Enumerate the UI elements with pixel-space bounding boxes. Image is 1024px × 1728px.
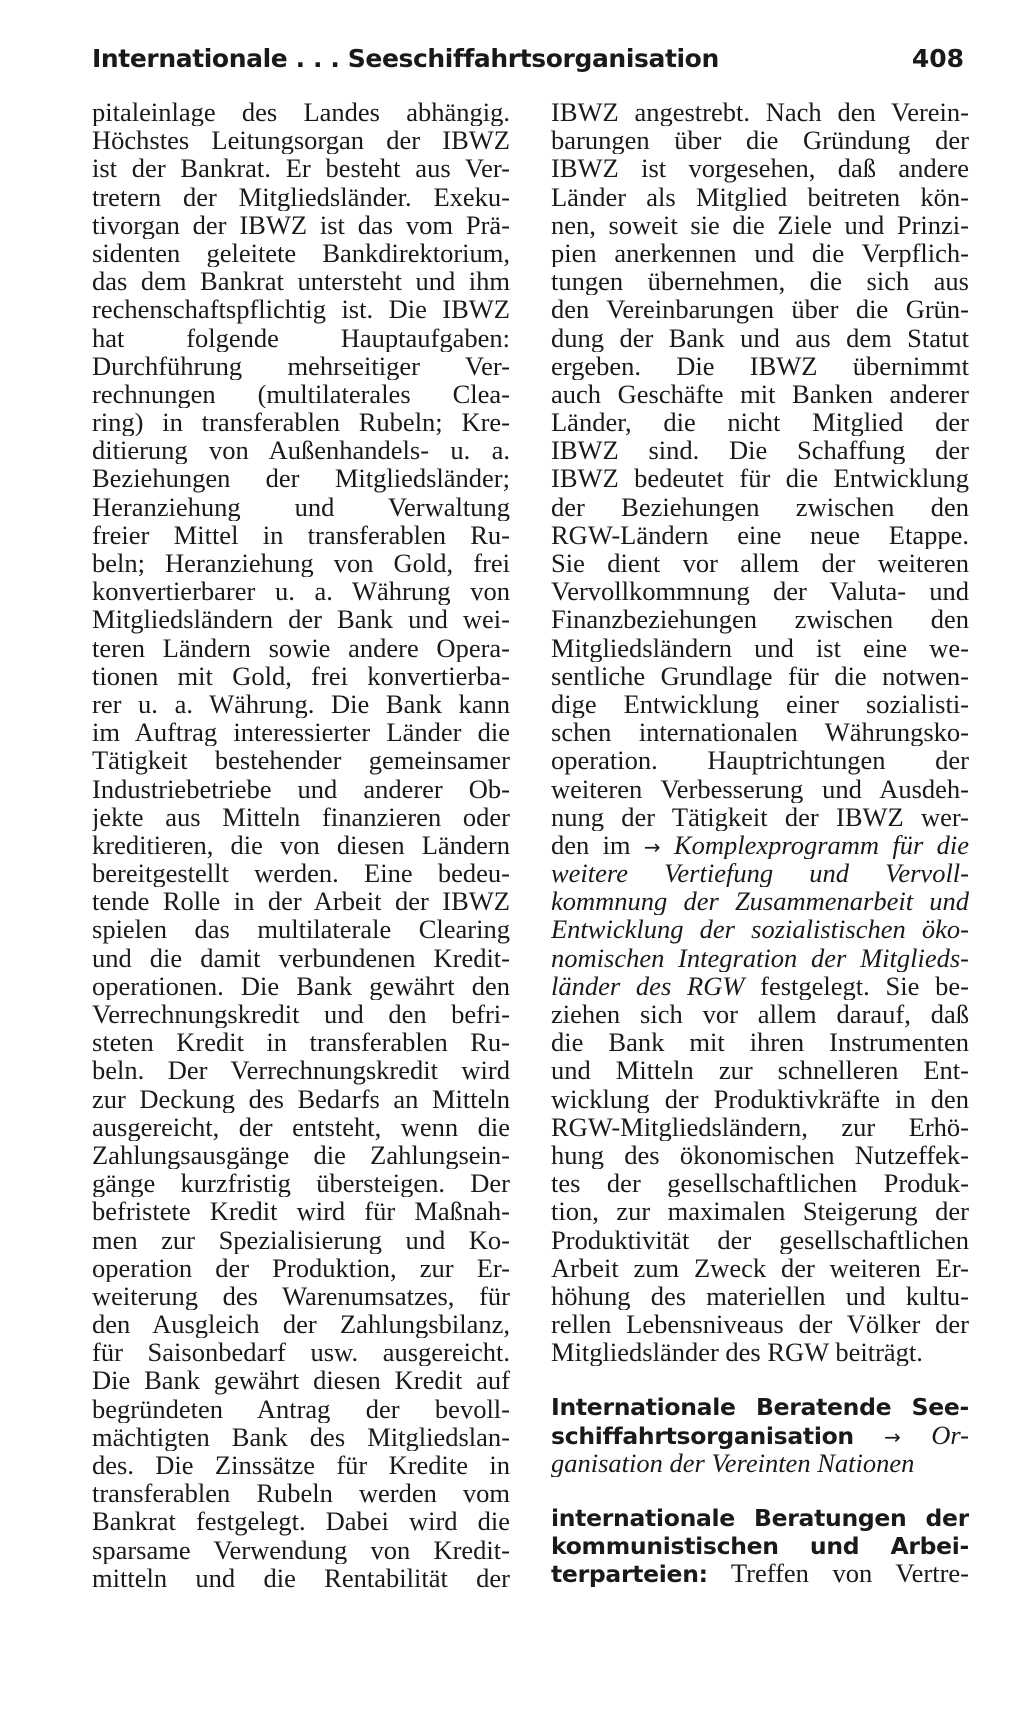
text-line: tende Rolle in der Arbeit der IBWZ — [92, 887, 510, 916]
right-column-body — [551, 98, 969, 831]
text-line: tretern der Mitgliedsländer. Exeku- — [92, 182, 510, 211]
text-line: Länder, die nicht Mitglied der — [551, 408, 969, 437]
text-line: Mitgliedsländern und ist eine we- — [551, 633, 969, 662]
text-line: rer u. a. Währung. Die Bank kann — [92, 689, 510, 719]
text-line: jekte aus Mitteln finanzieren oder — [92, 802, 510, 831]
entry-internationale-beratungen — [551, 1503, 969, 1588]
text-line: IBWZ bedeutet für die Entwicklung — [551, 464, 969, 493]
text-line: ausgereicht, der entsteht, wenn die — [92, 1112, 510, 1141]
entry-headword: Internationale Beratende See- — [551, 1393, 969, 1421]
text-line: die Bank mit ihren Instrumenten — [551, 1028, 969, 1057]
text-line: Durchführung mehrseitiger Ver- — [92, 351, 510, 380]
text-line: rechenschaftspflichtig ist. Die IBWZ — [92, 295, 510, 324]
text-line: weiteren Verbesserung und Ausdeh- — [551, 774, 969, 803]
text-line: IBWZ sind. Die Schaffung der — [551, 436, 969, 465]
text-line: Die Bank gewährt diesen Kredit auf — [92, 1366, 510, 1395]
text-line: des. Die Zinssätze für Kredite in — [92, 1451, 510, 1480]
running-head-title: Internationale . . . Seeschiffahrtsorganisation — [92, 44, 719, 73]
text-line: Länder als Mitglied beitreten kön- — [551, 182, 969, 211]
text-line: befristete Kredit wird für Maßnah- — [92, 1197, 510, 1226]
text-line: für Saisonbedarf usw. ausgereicht. — [92, 1338, 510, 1367]
text-line: men zur Spezialisierung und Ko- — [92, 1225, 510, 1254]
text-line: tion, zur maximalen Steigerung der — [551, 1197, 969, 1226]
entry-text: Treffen von Vertre- — [730, 1559, 969, 1588]
text-line: spielen das multilaterale Clearing — [92, 915, 510, 944]
text-line: nung der Tätigkeit der IBWZ wer- — [551, 802, 969, 831]
text-line: gänge kurzfristig übersteigen. Der — [92, 1169, 510, 1198]
text-line: bereitgestellt werden. Eine bedeu- — [92, 859, 510, 888]
text-line: sidenten geleitete Bankdirektorium, — [92, 238, 510, 268]
text-line: kreditieren, die von diesen Ländern — [92, 830, 510, 860]
entry-headword-line — [551, 1421, 969, 1449]
entry-headword-line — [551, 1503, 969, 1531]
text-line: ziehen sich vor allem darauf, daß — [551, 1000, 969, 1029]
entry-headword: kommunistischen und Arbei- — [551, 1532, 969, 1560]
text-line-prefix: den im — [551, 830, 631, 860]
text-line: Industriebetriebe und anderer Ob- — [92, 774, 510, 803]
text-line: ergeben. Die IBWZ übernimmt — [551, 351, 969, 380]
right-column-body-end — [551, 1000, 969, 1366]
text-line: ring) in transferablen Rubeln; Kre- — [92, 408, 510, 437]
text-line: beln; Heranziehung von Gold, frei — [92, 549, 510, 578]
text-line-rest: festgelegt. Sie be- — [760, 971, 969, 1000]
text-line: und die damit verbundenen Kredit- — [92, 943, 510, 972]
text-line: den Ausgleich der Zahlungsbilanz, — [92, 1310, 510, 1339]
text-line: beln. Der Verrechnungskredit wird — [92, 1056, 510, 1085]
text-line: Zahlungsausgänge die Zahlungsein- — [92, 1140, 510, 1170]
text-line: im Auftrag interessierter Länder die — [92, 718, 510, 747]
text-line: Mitgliedsländer des RGW beiträgt. — [551, 1338, 923, 1367]
text-line — [551, 972, 969, 1000]
text-line: IBWZ angestrebt. Nach den Verein- — [551, 98, 969, 127]
text-line: auch Geschäfte mit Banken anderer — [551, 379, 969, 409]
text-line: Mitgliedsländern der Bank und wei- — [92, 605, 510, 634]
text-line: Bankrat festgelegt. Dabei wird die — [92, 1507, 510, 1536]
text-line: weiterung des Warenumsatzes, für — [92, 1281, 510, 1311]
text-line: rellen Lebensniveaus der Völker der — [551, 1310, 969, 1339]
arrow-icon: → — [643, 834, 661, 859]
text-line: konvertierbarer u. a. Währung von — [92, 577, 510, 606]
left-column — [92, 98, 510, 1592]
text-line: steten Kredit in transferablen Ru- — [92, 1028, 510, 1057]
text-line: tivorgan der IBWZ ist das vom Prä- — [92, 210, 510, 239]
text-line: Beziehungen der Mitgliedsländer; — [92, 464, 510, 493]
text-line: tes der gesellschaftlichen Produk- — [551, 1169, 969, 1198]
text-line: Verrechnungskredit und den befri- — [92, 1000, 510, 1029]
text-line: hat folgende Hauptaufgaben: — [92, 323, 510, 352]
entry-headword-line — [551, 1392, 969, 1420]
text-line: nen, soweit sie die Ziele und Prinzi- — [551, 210, 969, 239]
text-line: operationen. Die Bank gewährt den — [92, 971, 510, 1000]
text-line: sentliche Grundlage für die notwen- — [551, 661, 969, 690]
cross-reference-line[interactable]: kommnung der Zusammenarbeit und — [551, 887, 969, 916]
text-line: mächtigten Bank des Mitgliedslan- — [92, 1422, 510, 1451]
cross-reference-line[interactable]: Entwicklung der sozialistischen öko- — [551, 915, 969, 944]
text-line: Höchstes Leitungsorgan der IBWZ — [92, 126, 510, 155]
text-line: sparsame Verwendung von Kredit- — [92, 1535, 510, 1564]
text-line: transferablen Rubeln werden vom — [92, 1479, 510, 1508]
cross-reference-link[interactable]: Or- — [931, 1420, 969, 1449]
text-line: Tätigkeit bestehender gemeinsamer — [92, 746, 510, 775]
text-line: Heranziehung und Verwaltung — [92, 492, 510, 521]
text-line: tungen übernehmen, die sich aus — [551, 267, 969, 296]
text-line: schen internationalen Währungsko- — [551, 718, 969, 747]
text-line: ditierung von Außenhandels- u. a. — [92, 436, 510, 465]
text-line: Vervollkommnung der Valuta- und — [551, 577, 969, 606]
text-line: pien anerkennen und die Verpflich- — [551, 238, 969, 268]
text-line: RGW-Ländern eine neue Etappe. — [551, 520, 969, 549]
cross-reference-line[interactable]: weitere Vertiefung und Vervoll- — [551, 859, 969, 888]
page-number: 408 — [911, 44, 964, 73]
text-line: operation der Produktion, zur Er- — [92, 1253, 510, 1282]
entry-beratende-seeschiffahrt — [551, 1392, 969, 1477]
text-line: tionen mit Gold, frei konvertierba- — [92, 661, 510, 690]
text-line: teren Ländern sowie andere Opera- — [92, 633, 510, 662]
text-line: ist der Bankrat. Er besteht aus Ver- — [92, 154, 510, 183]
text-line: Finanzbeziehungen zwischen den — [551, 605, 969, 634]
right-column — [551, 98, 969, 1588]
text-line: dung der Bank und aus dem Statut — [551, 323, 969, 352]
entry-headword: schiffahrtsorganisation — [551, 1421, 854, 1449]
cross-reference-link[interactable]: Komplexprogramm für die — [673, 830, 969, 860]
entry-headword-line — [551, 1559, 969, 1587]
text-line: den Vereinbarungen über die Grün- — [551, 295, 969, 324]
text-line: dige Entwicklung einer sozialisti- — [551, 689, 969, 719]
text-line — [551, 831, 969, 859]
text-line: der Beziehungen zwischen den — [551, 492, 969, 521]
text-line: hung des ökonomischen Nutzeffek- — [551, 1140, 969, 1170]
text-line: operation. Hauptrichtungen der — [551, 746, 969, 775]
text-line: begründeten Antrag der bevoll- — [92, 1394, 510, 1423]
text-line: wicklung der Produktivkräfte in den — [551, 1084, 969, 1113]
entry-reference-line — [551, 1449, 969, 1477]
cross-reference-link[interactable]: ganisation der Vereinten Nationen — [551, 1448, 915, 1477]
text-line: freier Mittel in transferablen Ru- — [92, 520, 510, 549]
text-line: das dem Bankrat untersteht und ihm — [92, 267, 510, 296]
entry-headword: internationale Beratungen der — [551, 1504, 969, 1532]
text-line: Produktivität der gesellschaftlichen — [551, 1225, 969, 1254]
running-head — [92, 44, 964, 80]
text-line: mitteln und die Rentabilität der — [92, 1563, 510, 1592]
text-line: RGW-Mitgliedsländern, zur Erhö- — [551, 1112, 969, 1141]
text-line: höhung des materiellen und kultu- — [551, 1281, 969, 1311]
arrow-icon: → — [884, 1424, 901, 1449]
entry-headword-line — [551, 1531, 969, 1559]
text-line: zur Deckung des Bedarfs an Mitteln — [92, 1084, 510, 1113]
text-line: pitaleinlage des Landes abhängig. — [92, 98, 510, 127]
text-line: IBWZ ist vorgesehen, daß andere — [551, 154, 969, 183]
entry-headword: terparteien: — [551, 1560, 708, 1588]
text-line: rechnungen (multilaterales Clea- — [92, 379, 510, 409]
text-line: und Mitteln zur schnelleren Ent- — [551, 1056, 969, 1085]
cross-reference-link-end[interactable]: länder des RGW — [551, 971, 745, 1000]
cross-reference-line[interactable]: nomischen Integration der Mitglieds- — [551, 943, 969, 972]
text-line: barungen über die Gründung der — [551, 126, 969, 155]
text-line: Arbeit zum Zweck der weiteren Er- — [551, 1253, 969, 1282]
text-line: Sie dient vor allem der weiteren — [551, 549, 969, 578]
italic-reference-block — [551, 859, 969, 972]
